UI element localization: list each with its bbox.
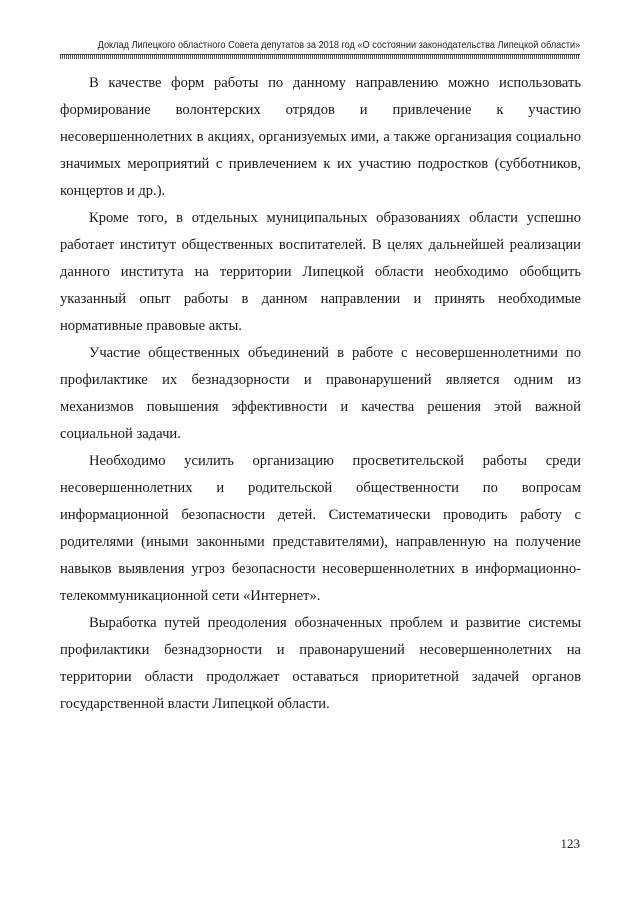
paragraph: Необходимо усилить организацию просветительской работы среди несовершеннолетних и родительской общественности по вопросам информационной безопасности детей. Систематически проводить работу с родителями (иными законными представителями), направленную на получение навыков выявления угроз безопасности несовершеннолетних в информационно-телекоммуникационной сети «Интернет». [60, 453, 581, 604]
document-body [60, 70, 581, 718]
running-header-title: Доклад Липецкого областного Совета депутатов за 2018 год «О состоянии законодательства Липецкой области» [97, 40, 580, 51]
paragraph: Участие общественных объединений в работе с несовершеннолетними по профилактике их безнадзорности и правонарушений является одним из механизмов повышения эффективности и качества решения этой важной социальной задачи. [60, 345, 581, 442]
page-number: 123 [560, 836, 580, 851]
paragraph: В качестве форм работы по данному направлению можно использовать формирование волонтерских отрядов и привлечение к участию несовершеннолетних в акциях, организуемых ими, а также организация социально значимых мероприятий с привлечением к их участию подростков (субботников, концертов и др.). [60, 75, 581, 199]
header-divider [60, 54, 580, 59]
paragraph: Выработка путей преодоления обозначенных проблем и развитие системы профилактики безнадзорности и правонарушений несовершеннолетних на территории области продолжает оставаться приоритетной задачей органов государственной власти Липецкой области. [60, 615, 581, 712]
paragraph: Кроме того, в отдельных муниципальных образованиях области успешно работает институт общественных воспитателей. В целях дальнейшей реализации данного института на территории Липецкой области необходимо обобщить указанный опыт работы в данном направлении и принять необходимые нормативные правовые акты. [60, 210, 581, 334]
running-header [60, 40, 580, 56]
